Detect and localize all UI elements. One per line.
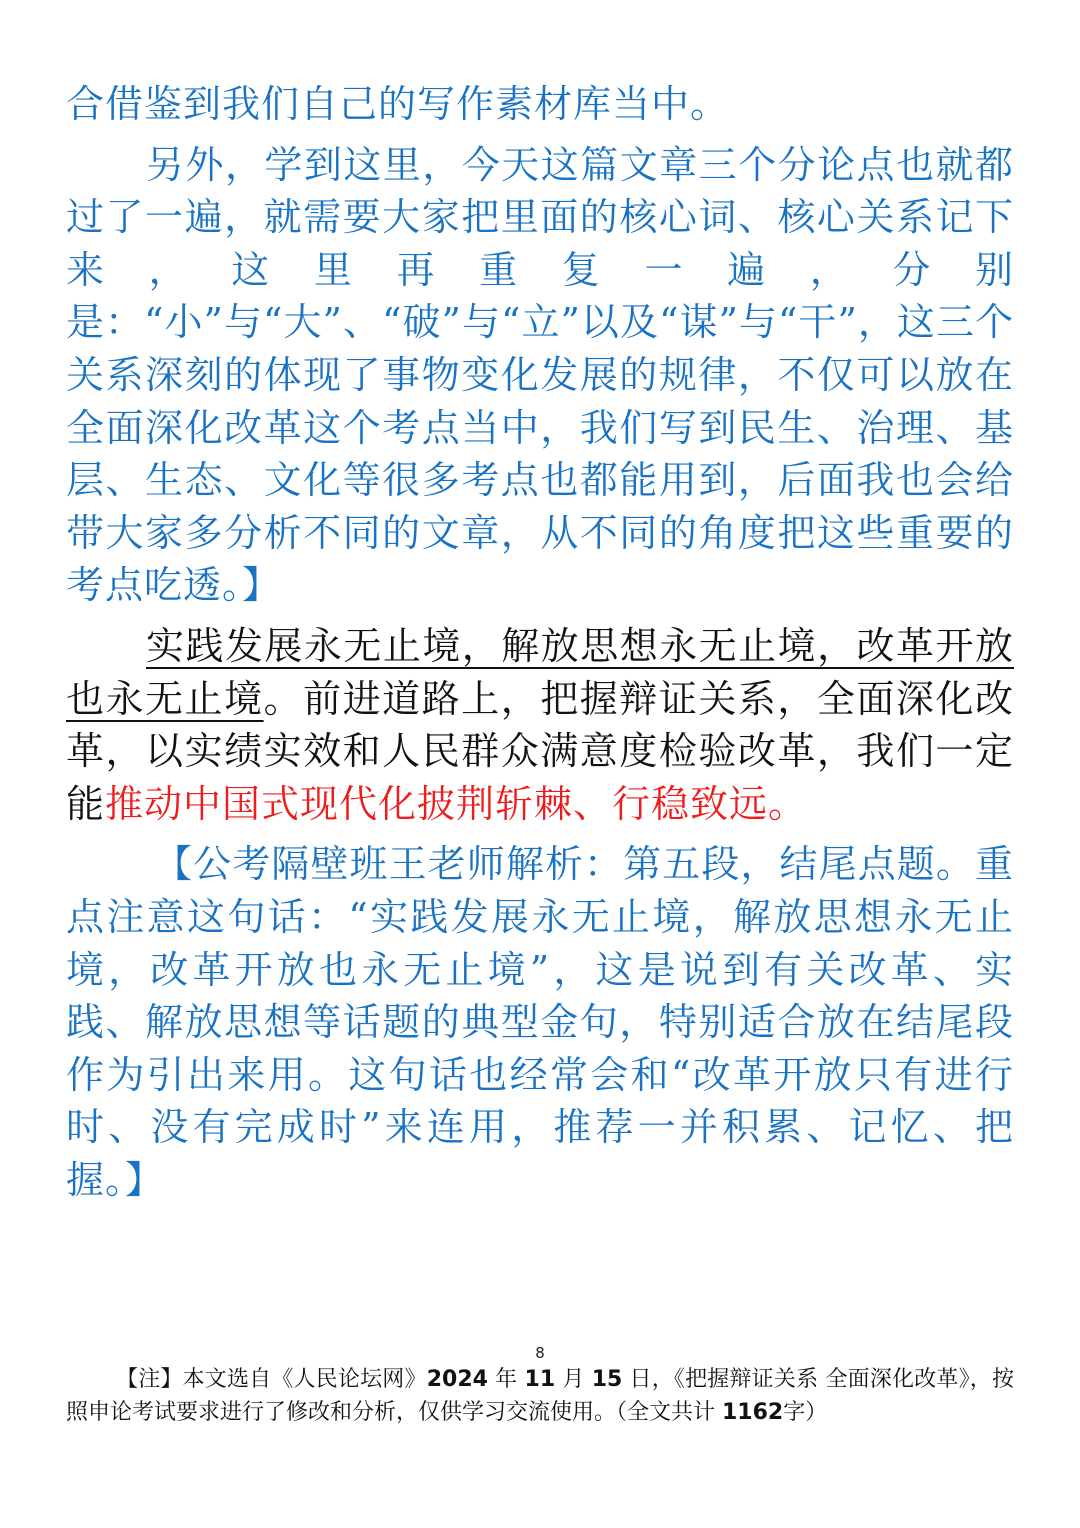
article-paragraph-five [66, 620, 1014, 830]
commentary-paragraph-analysis: 【公考隔壁班王老师解析：第五段，结尾点题。重点注意这句话：“实践发展永无止境，解放思想永无止境，改革开放也永无止境”，这是说到有关改革、实践、解放思想等话题的典型金句，特别适合放在结尾段作为引出来用。这句话也经常会和“改革开放只有进行时、没有完成时”来连用，推荐一并积累、记忆、把握。】 [66, 842, 1014, 1202]
highlighted-phrase: 推动中国式现代化披荆斩棘、行稳致远。 [105, 781, 808, 826]
note-month-unit: 月 [555, 1367, 592, 1392]
key-sentence-underlined: 实践发展永无止境，解放思想永无止境，改革开放也永无止境 [66, 623, 1014, 721]
commentary-paragraph-summary: 另外，学到这里，今天这篇文章三个分论点也就都过了一遍，就需要大家把里面的核心词、核心关系记下来，这里再重复一遍，分别是：“小”与“大”、“破”与“立”以及“谋”与“干”，这三个关系深刻的体现了事物变化发展的规律，不仅可以放在全面深化改革这个考点当中，我们写到民生、治理、基层、生态、文化等很多考点也都能用到，后面我也会给带大家多分析不同的文章，从不同的角度把这些重要的考点吃透。】 [66, 142, 1014, 608]
page-number: 8 [535, 1344, 545, 1362]
source-note [66, 1363, 1014, 1429]
note-middle: 日，《把握辩证关系 全面深化改革》，按照申论考试要求进行了修改和分析，仅供学习交流使用。（全文共计 [66, 1367, 1014, 1425]
document-page [66, 78, 1014, 1206]
note-year: 2024 [426, 1367, 488, 1392]
note-tail: 字） [783, 1400, 828, 1425]
article-body-text: 。前进道路上，把握辩证关系，全面深化改革，以实绩实效和人民群众满意度检验改革，我们一定能 [66, 676, 1014, 826]
commentary-paragraph-continued: 合借鉴到我们自己的写作素材库当中。 [66, 82, 730, 126]
note-month: 11 [524, 1367, 556, 1392]
note-day: 15 [591, 1367, 623, 1392]
note-year-unit: 年 [487, 1367, 525, 1392]
note-word-count: 1162 [722, 1400, 784, 1425]
note-lead: 【注】本文选自《人民论坛网》 [116, 1367, 427, 1392]
